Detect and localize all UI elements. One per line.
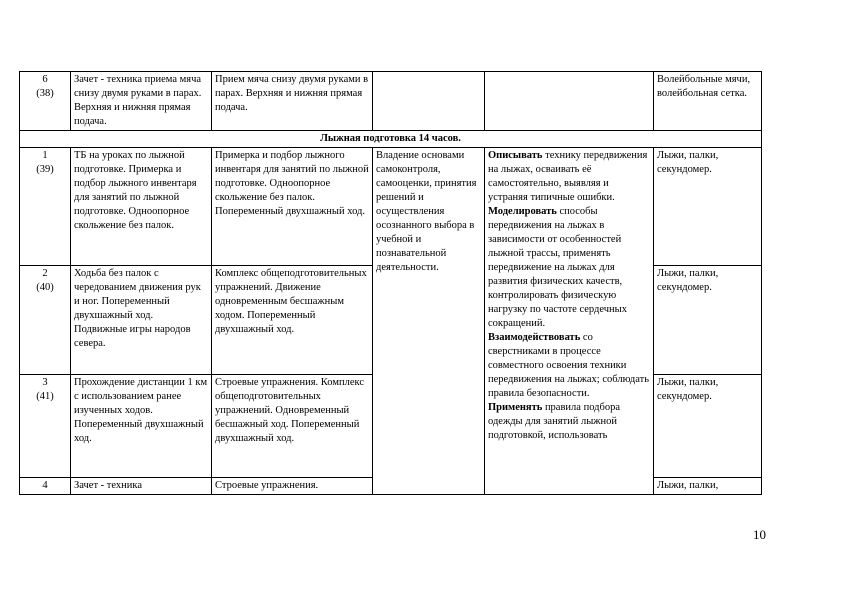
lesson-number: 4 — [42, 480, 48, 491]
lesson-topic: ТБ на уроках по лыжной подготовке. Примерка и подбор лыжного инвентаря для занятий по лыжной подготовке. Одноопорное скольжение без палок. — [71, 148, 212, 266]
section-title: Лыжная подготовка 14 часов. — [20, 131, 762, 148]
student-activities — [485, 148, 654, 495]
activity-item — [488, 331, 650, 401]
empty-cell — [373, 72, 485, 131]
lesson-topic: Зачет - техника приема мяча снизу двумя руками в парах. Верхняя и нижняя прямая подача. — [71, 72, 212, 131]
table-row — [20, 148, 762, 266]
activity-item — [488, 149, 650, 205]
lesson-topic: Ходьба без палок с чередованием движения рук и ног. Попеременный двухшажный ход. Подвижные игры народов севера. — [71, 266, 212, 375]
activity-item — [488, 205, 650, 331]
metasubject-results: Владение основами самоконтроля, самооценки, принятия решений и осуществления осознанного выбора в учебной и познавательной деятельности. — [373, 148, 485, 495]
lesson-hours: (38) — [36, 88, 54, 99]
activity-verb: Применять — [488, 402, 543, 413]
activity-verb: Моделировать — [488, 206, 557, 217]
lesson-topic: Зачет - техника — [71, 478, 212, 495]
lesson-number-cell — [20, 478, 71, 495]
lesson-number: 2 — [42, 268, 48, 279]
activity-item — [488, 401, 650, 443]
lesson-topic: Прохождение дистанции 1 км с использованием ранее изученных ходов. Попеременный двухшажный ход. — [71, 375, 212, 478]
lesson-content: Строевые упражнения. — [212, 478, 373, 495]
table-row — [20, 72, 762, 131]
lesson-hours: (39) — [36, 164, 54, 175]
lesson-equipment: Волейбольные мячи, волейбольная сетка. — [654, 72, 762, 131]
activity-text: правила подбора одежды для занятий лыжной подготовкой, использовать — [488, 402, 620, 441]
page-number: 10 — [753, 527, 766, 542]
lesson-content: Комплекс общеподготовительных упражнений. Движение одновременным бесшажным ходом. Попеременный двухшажный ход. — [212, 266, 373, 375]
lesson-content: Примерка и подбор лыжного инвентаря для занятий по лыжной подготовке. Одноопорное скольжение без палок. Попеременный двухшажный ход. — [212, 148, 373, 266]
activity-text: со сверстниками в процессе совместного освоения техники передвижения на лыжах; соблюдать правила безопасности. — [488, 332, 649, 399]
lesson-number: 6 — [42, 74, 48, 85]
section-header-row — [20, 131, 762, 148]
activity-verb: Взаимодействовать — [488, 332, 581, 343]
lesson-number-cell — [20, 375, 71, 478]
activity-text: способы передвижения на лыжах в зависимости от особенностей лыжной трассы, применять передвижение на лыжах для развития физических качеств, контролировать физическую нагрузку по частоте сердечных сокращений. — [488, 206, 627, 329]
lesson-hours: (41) — [36, 391, 54, 402]
activity-text: технику передвижения на лыжах, осваивать её самостоятельно, выявляя и устраняя типичные ошибки. — [488, 150, 648, 203]
lesson-number-cell — [20, 72, 71, 131]
lesson-number-cell — [20, 148, 71, 266]
lesson-equipment: Лыжи, палки, — [654, 478, 762, 495]
lesson-equipment: Лыжи, палки, секундомер. — [654, 148, 762, 266]
lesson-number-cell — [20, 266, 71, 375]
activity-verb: Описывать — [488, 150, 543, 161]
lesson-equipment: Лыжи, палки, секундомер. — [654, 266, 762, 375]
lesson-hours: (40) — [36, 282, 54, 293]
empty-cell — [485, 72, 654, 131]
lesson-content: Строевые упражнения. Комплекс общеподготовительных упражнений. Одновременный бесшажный ход. Попеременный двухшажный ход. — [212, 375, 373, 478]
lesson-number: 3 — [42, 377, 48, 388]
lesson-plan-table — [19, 71, 762, 495]
lesson-number: 1 — [42, 150, 48, 161]
lesson-equipment: Лыжи, палки, секундомер. — [654, 375, 762, 478]
lesson-content: Прием мяча снизу двумя руками в парах. Верхняя и нижняя прямая подача. — [212, 72, 373, 131]
